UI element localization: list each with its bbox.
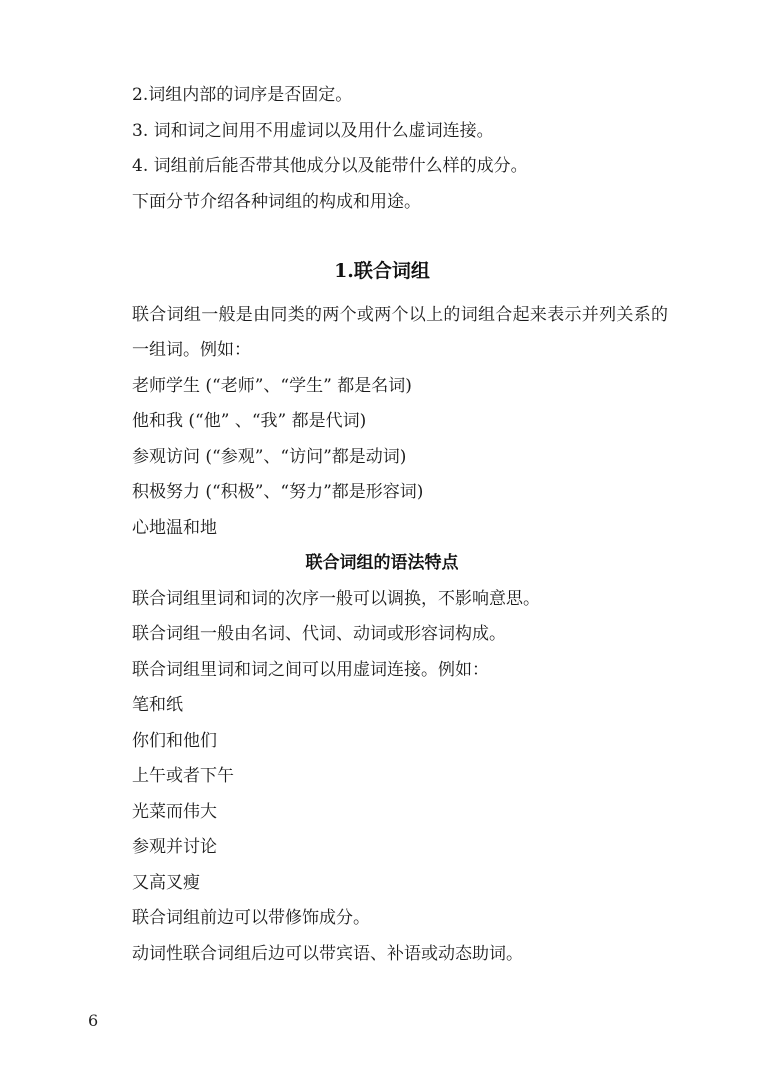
page-number: 6 (88, 1011, 99, 1030)
section-paragraph: 联合词组一般是由同类的两个或两个以上的词组合起来表示并列关系的一组词。例如： (132, 304, 668, 360)
closing-line: 动词性联合词组后边可以带宾语、补语或动态助词。 (132, 943, 523, 964)
intro-line-1: 2.词组内部的词序是否固定。 (132, 85, 353, 105)
feature-line: 联合词组一般由名词、代词、动词或形容词构成。 (132, 624, 506, 644)
closing-line: 联合词组前边可以带修饰成分。 (132, 908, 370, 928)
feature-line: 联合词组里词和词的次序一般可以调换，不影响意思。 (132, 588, 540, 609)
feature-line: 联合词组里词和词之间可以用虚词连接。例如： (132, 659, 489, 680)
example-item: 他和我 (“他” 、“我” 都是代词) (132, 411, 367, 431)
intro-line-4: 下面分节介绍各种词组的构成和用途。 (132, 191, 421, 212)
sub-heading: 联合词组的语法特点 (305, 553, 459, 573)
example-item: 光菜而伟大 (132, 801, 217, 822)
example-item: 积极努力 (“积极”、“努力”都是形容词) (132, 482, 424, 502)
section-heading: 1.联合词组 (334, 260, 430, 282)
example-item: 上午或者下午 (132, 766, 234, 786)
example-item: 笔和纸 (132, 695, 183, 715)
example-item: 心地温和地 (132, 517, 217, 538)
example-item: 又高叉瘦 (132, 872, 200, 893)
example-item: 你们和他们 (132, 730, 217, 751)
intro-line-3: 4. 词组前后能否带其他成分以及能带什么样的成分。 (132, 156, 528, 176)
example-item: 参观访问 (“参观”、“访问”都是动词) (132, 446, 407, 467)
example-item: 老师学生 (“老师”、“学生” 都是名词) (132, 375, 412, 396)
page-content (96, 78, 668, 972)
example-item: 参观并讨论 (132, 837, 217, 857)
intro-line-2: 3. 词和词之间用不用虚词以及用什么虚词连接。 (132, 120, 494, 141)
